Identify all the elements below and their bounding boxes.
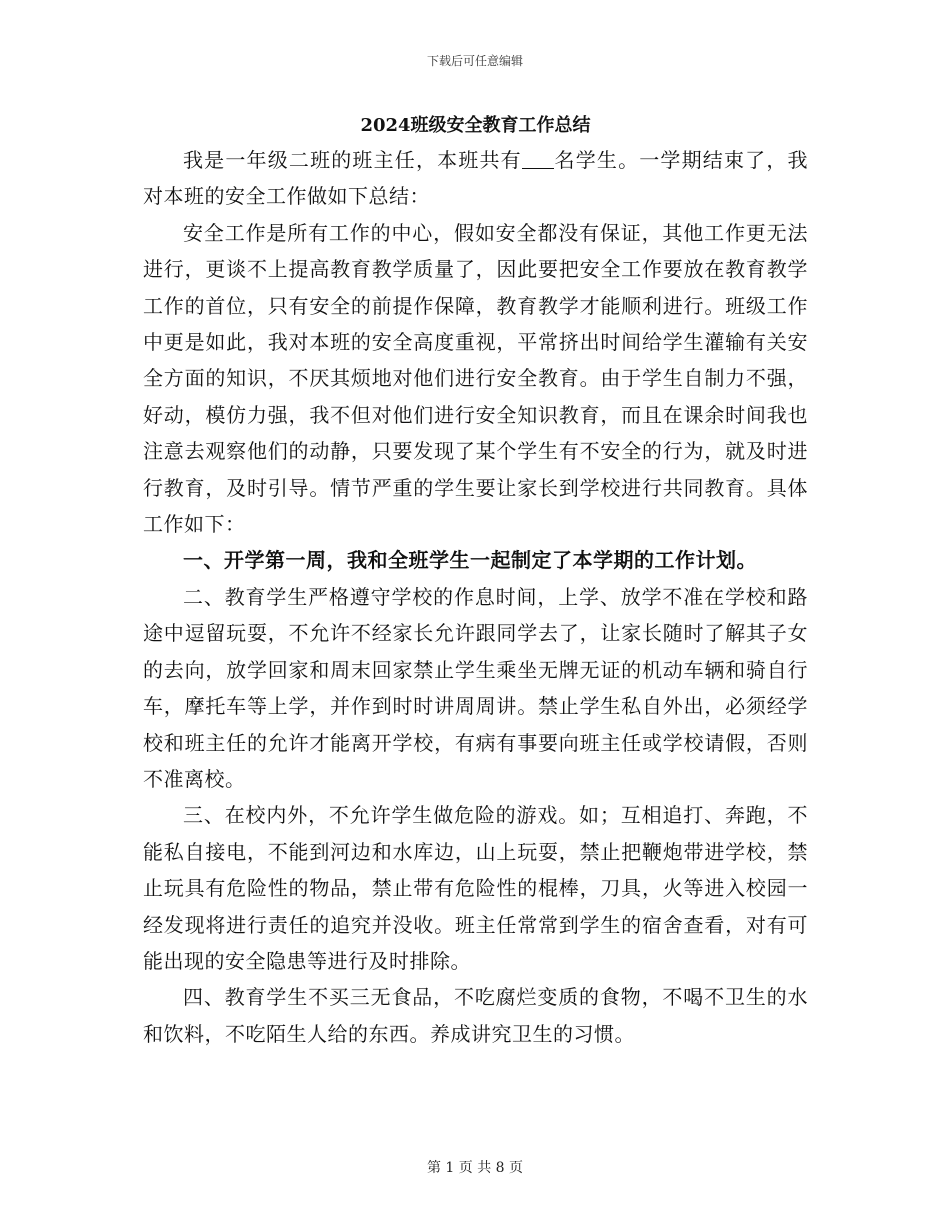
intro-text-after-blank: 名学生。一学期结束了，我对本班的安全工作做如下总结： xyxy=(143,148,809,209)
document-title: 2024班级安全教育工作总结 xyxy=(360,115,591,136)
paragraph-item-2: 二、教育学生严格遵守学校的作息时间，上学、放学不准在学校和路途中逗留玩耍，不允许不经家长允许跟同学去了，让家长随时了解其子女的去向，放学回家和周末回家禁止学生乘坐无牌无证的机动车辆和骑自行车，摩托车等上学，并作到时时讲周周讲。禁止学生私自外出，必须经学校和班主任的允许才能离开学校，有病有事要向班主任或学校请假，否则不准离校。 xyxy=(143,584,808,791)
paragraph-safety-overview: 安全工作是所有工作的中心，假如安全都没有保证，其他工作更无法进行，更谈不上提高教育教学质量了，因此要把安全工作要放在教育教学工作的首位，只有安全的前提作保障，教育教学才能顺利进行。班级工作中更是如此，我对本班的安全高度重视，平常挤出时间给学生灌输有关安全方面的知识，不厌其烦地对他们进行安全教育。由于学生自制力不强，好动，模仿力强，我不但对他们进行安全知识教育，而且在课余时间我也注意去观察他们的动静，只要发现了某个学生有不安全的行为，就及时进行教育，及时引导。情节严重的学生要让家长到学校进行共同教育。具体工作如下： xyxy=(143,220,808,537)
student-count-blank xyxy=(522,148,554,169)
paragraph-item-3: 三、在校内外，不允许学生做危险的游戏。如；互相追打、奔跑，不能私自接电，不能到河边和水库边，山上玩耍，禁止把鞭炮带进学校，禁止玩具有危险性的物品，禁止带有危险性的棍棒，刀具，火等进入校园一经发现将进行责任的追究并没收。班主任常常到学生的宿舍查看，对有可能出现的安全隐患等进行及时排除。 xyxy=(143,803,808,973)
intro-text-before-blank: 我是一年级二班的班主任，本班共有 xyxy=(183,148,522,172)
document-body xyxy=(143,112,808,1052)
page-header-note: 下载后可任意编辑 xyxy=(426,54,523,68)
paragraph-item-4: 四、教育学生不买三无食品，不吃腐烂变质的食物，不喝不卫生的水和饮料，不吃陌生人给的东西。养成讲究卫生的习惯。 xyxy=(143,985,808,1046)
page-footer-page-number: 第 1 页 共 8 页 xyxy=(426,1160,524,1176)
intro-paragraph xyxy=(143,142,808,215)
paragraph-item-1: 一、开学第一周，我和全班学生一起制定了本学期的工作计划。 xyxy=(183,548,757,573)
